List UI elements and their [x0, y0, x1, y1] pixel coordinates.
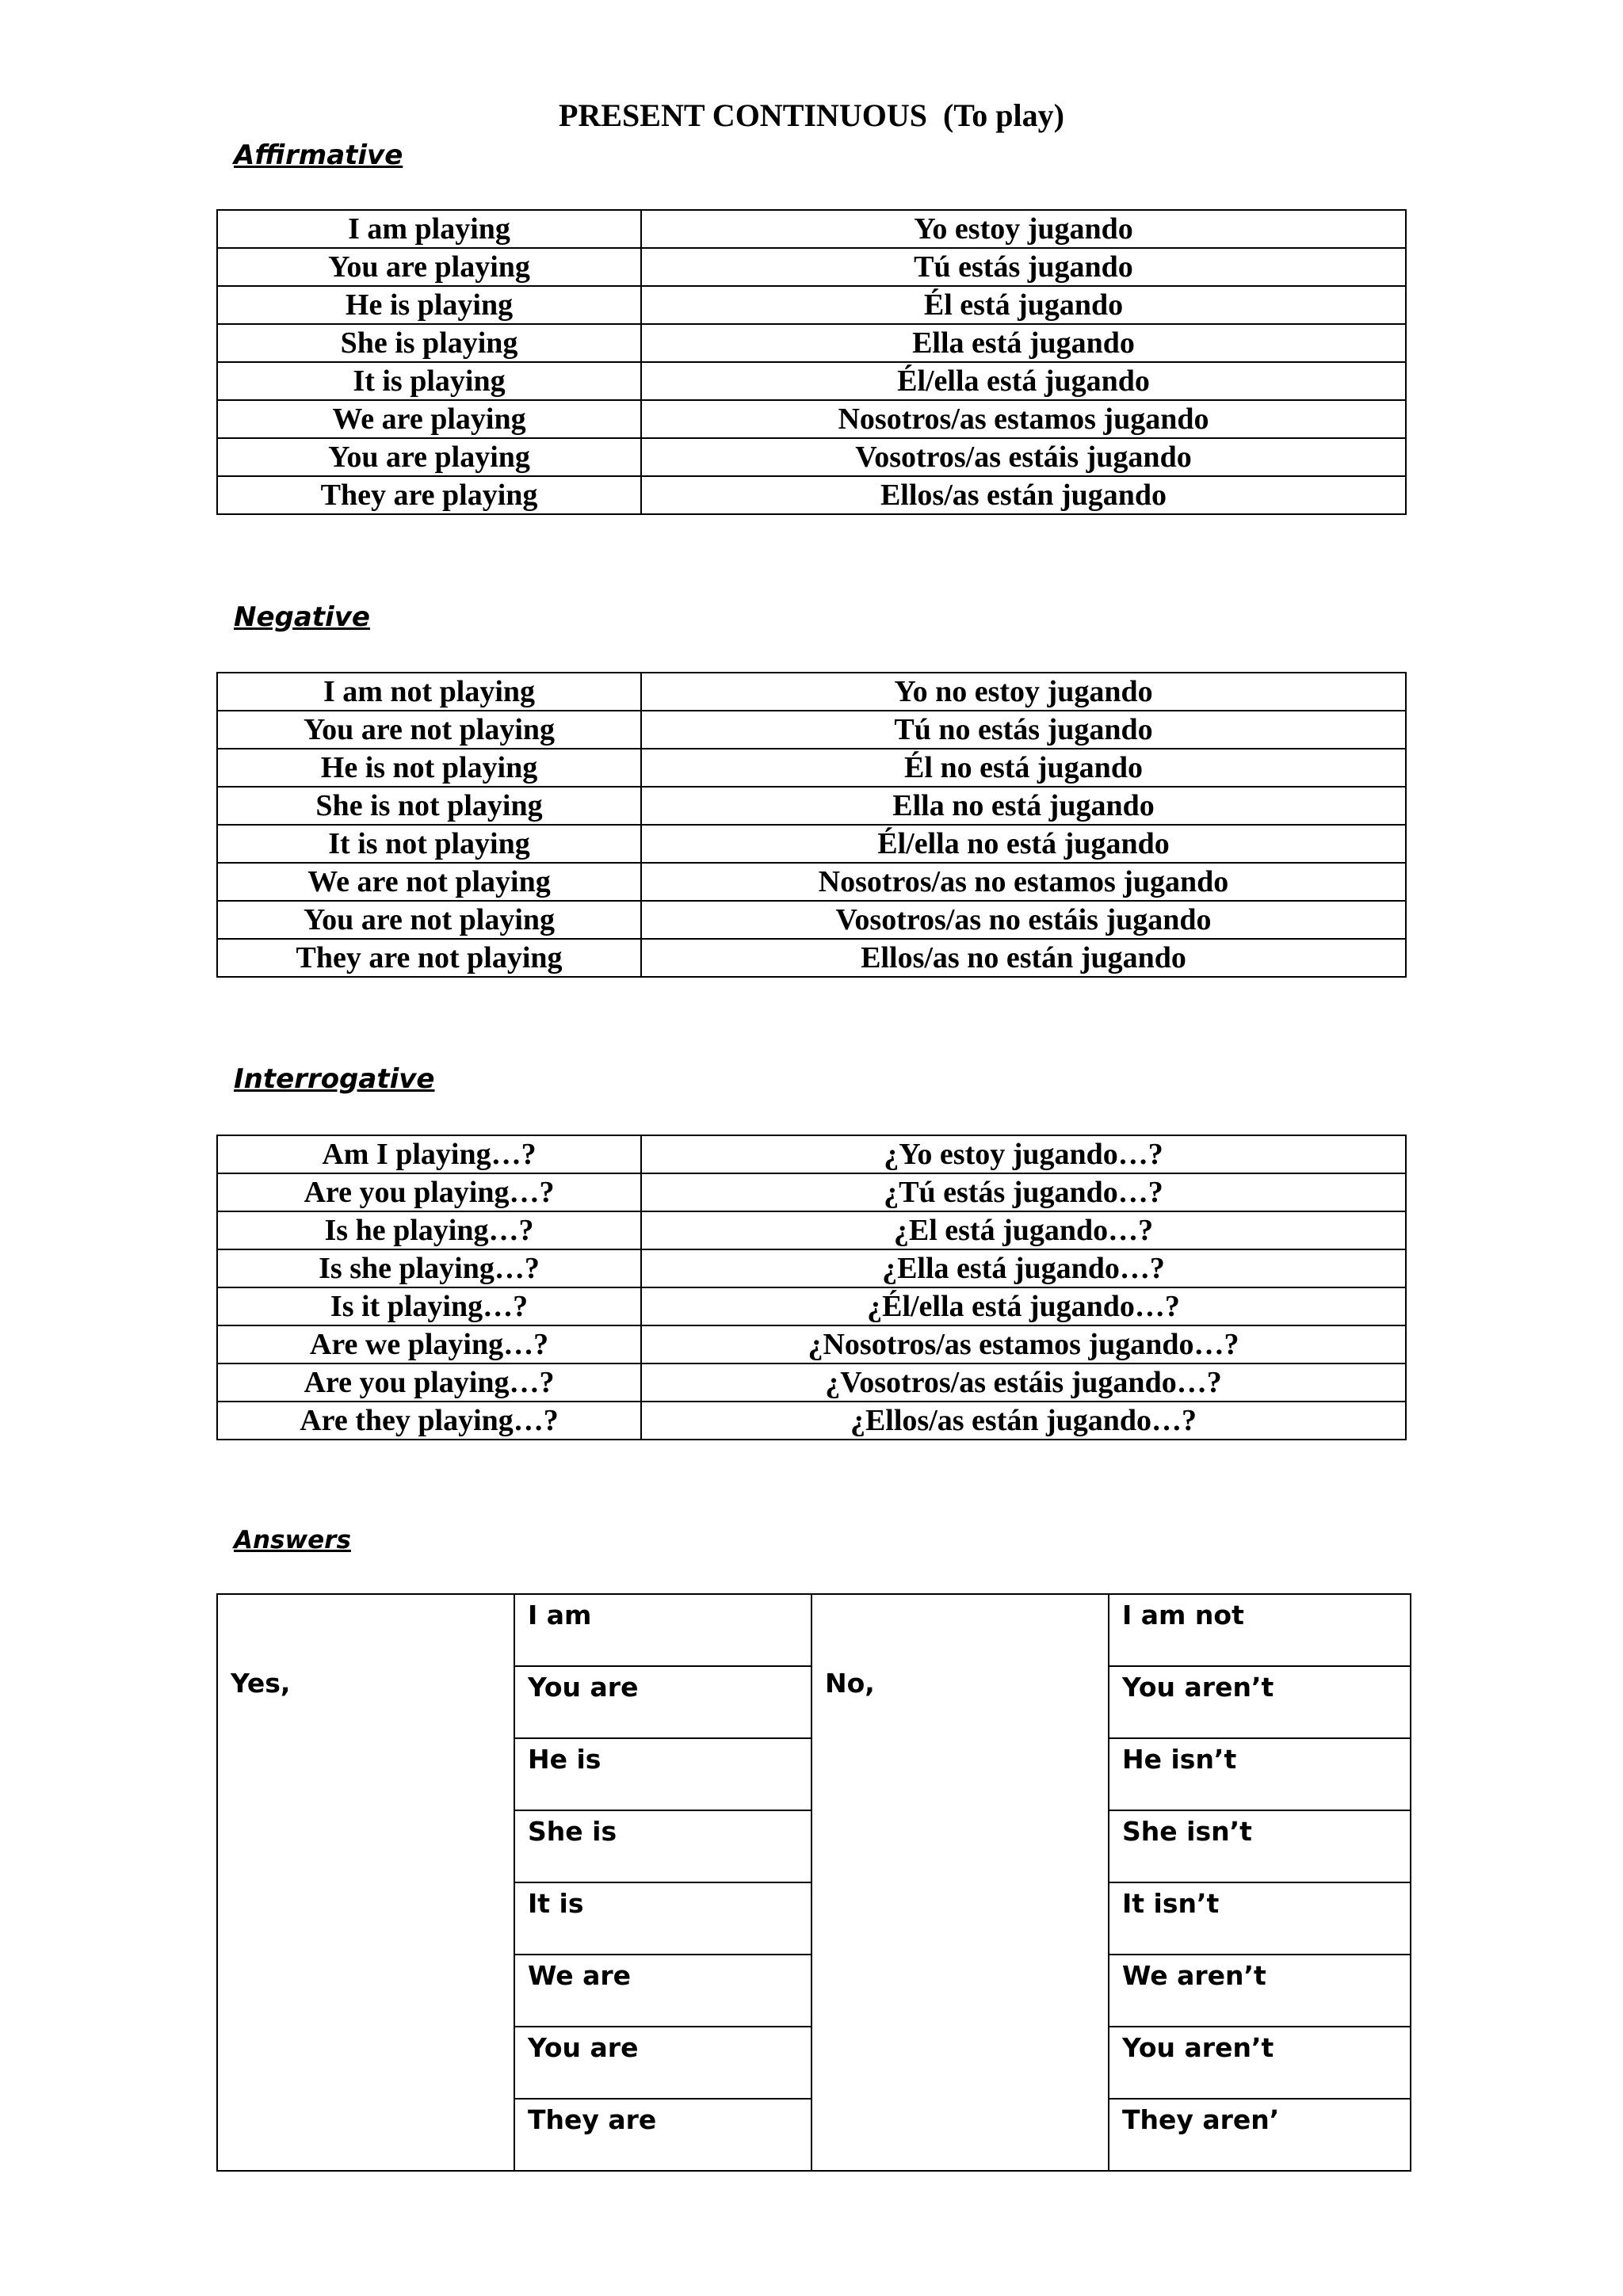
english-form-cell: Are we playing…?: [217, 1325, 641, 1363]
spanish-form-cell: Ellos/as están jugando: [641, 476, 1406, 514]
spanish-form-cell: Ella está jugando: [641, 324, 1406, 362]
table-row: [217, 711, 1406, 749]
table-row: [217, 248, 1406, 286]
table-row: [217, 749, 1406, 787]
english-form-cell: We are not playing: [217, 863, 641, 901]
english-form-cell: Are you playing…?: [217, 1363, 641, 1402]
spanish-form-cell: ¿Nosotros/as estamos jugando…?: [641, 1325, 1406, 1363]
english-form-cell: They are not playing: [217, 939, 641, 977]
english-form-cell: You are playing: [217, 438, 641, 476]
table-row: [217, 1249, 1406, 1287]
english-form-cell: It is not playing: [217, 825, 641, 863]
table-row: [217, 1594, 1411, 1666]
table-row: [217, 1363, 1406, 1402]
yes-form-cell: She is: [514, 1810, 812, 1882]
spanish-form-cell: ¿Ella está jugando…?: [641, 1249, 1406, 1287]
no-form-cell: He isn’t: [1109, 1738, 1411, 1810]
english-form-cell: Are you playing…?: [217, 1173, 641, 1211]
yes-form-cell: I am: [514, 1594, 812, 1666]
english-form-cell: They are playing: [217, 476, 641, 514]
table-row: [217, 1287, 1406, 1325]
yes-form-cell: It is: [514, 1882, 812, 1955]
english-form-cell: She is not playing: [217, 787, 641, 825]
table-row: [217, 939, 1406, 977]
spanish-form-cell: Nosotros/as estamos jugando: [641, 400, 1406, 438]
yes-form-cell: He is: [514, 1738, 812, 1810]
spanish-form-cell: Él está jugando: [641, 286, 1406, 324]
spanish-form-cell: Yo no estoy jugando: [641, 673, 1406, 711]
english-form-cell: I am playing: [217, 210, 641, 248]
english-form-cell: We are playing: [217, 400, 641, 438]
table-row: [217, 400, 1406, 438]
table-row: [217, 324, 1406, 362]
spanish-form-cell: ¿Tú estás jugando…?: [641, 1173, 1406, 1211]
spanish-form-cell: Él/ella está jugando: [641, 362, 1406, 400]
no-form-cell: It isn’t: [1109, 1882, 1411, 1955]
yes-form-cell: You are: [514, 2027, 812, 2099]
no-form-cell: She isn’t: [1109, 1810, 1411, 1882]
english-form-cell: She is playing: [217, 324, 641, 362]
spanish-form-cell: ¿Ellos/as están jugando…?: [641, 1402, 1406, 1440]
no-form-cell: I am not: [1109, 1594, 1411, 1666]
table-row: [217, 362, 1406, 400]
yes-form-cell: You are: [514, 1666, 812, 1738]
spanish-form-cell: Tú no estás jugando: [641, 711, 1406, 749]
negative-table: [216, 672, 1407, 978]
english-form-cell: Are they playing…?: [217, 1402, 641, 1440]
no-form-cell: You aren’t: [1109, 2027, 1411, 2099]
spanish-form-cell: ¿Vosotros/as estáis jugando…?: [641, 1363, 1406, 1402]
table-row: [217, 901, 1406, 939]
answers-table: [216, 1593, 1411, 2172]
english-form-cell: You are not playing: [217, 711, 641, 749]
table-row: [217, 787, 1406, 825]
yes-label: Yes,: [217, 1594, 514, 2171]
table-row: [217, 438, 1406, 476]
table-row: [217, 1135, 1406, 1173]
negative-heading: Negative: [234, 601, 370, 633]
affirmative-table: [216, 209, 1407, 515]
spanish-form-cell: Vosotros/as no estáis jugando: [641, 901, 1406, 939]
spanish-form-cell: Ellos/as no están jugando: [641, 939, 1406, 977]
spanish-form-cell: Él/ella no está jugando: [641, 825, 1406, 863]
page-title: PRESENT CONTINUOUS (To play): [559, 97, 1064, 133]
english-form-cell: I am not playing: [217, 673, 641, 711]
no-form-cell: We aren’t: [1109, 1955, 1411, 2027]
english-form-cell: You are playing: [217, 248, 641, 286]
english-form-cell: Is it playing…?: [217, 1287, 641, 1325]
spanish-form-cell: Nosotros/as no estamos jugando: [641, 863, 1406, 901]
english-form-cell: He is playing: [217, 286, 641, 324]
interrogative-table: [216, 1135, 1407, 1440]
no-label: No,: [812, 1594, 1109, 2171]
spanish-form-cell: ¿Yo estoy jugando…?: [641, 1135, 1406, 1173]
spanish-form-cell: Él no está jugando: [641, 749, 1406, 787]
table-row: [217, 825, 1406, 863]
table-row: [217, 863, 1406, 901]
table-row: [217, 286, 1406, 324]
spanish-form-cell: ¿El está jugando…?: [641, 1211, 1406, 1249]
table-row: [217, 1325, 1406, 1363]
spanish-form-cell: Tú estás jugando: [641, 248, 1406, 286]
english-form-cell: It is playing: [217, 362, 641, 400]
english-form-cell: He is not playing: [217, 749, 641, 787]
no-form-cell: They aren’: [1109, 2099, 1411, 2171]
spanish-form-cell: ¿Él/ella está jugando…?: [641, 1287, 1406, 1325]
english-form-cell: Is he playing…?: [217, 1211, 641, 1249]
table-row: [217, 1173, 1406, 1211]
interrogative-heading: Interrogative: [234, 1063, 435, 1095]
table-row: [217, 1211, 1406, 1249]
table-row: [217, 1402, 1406, 1440]
no-form-cell: You aren’t: [1109, 1666, 1411, 1738]
answers-heading: Answers: [234, 1526, 351, 1554]
english-form-cell: Am I playing…?: [217, 1135, 641, 1173]
spanish-form-cell: Vosotros/as estáis jugando: [641, 438, 1406, 476]
english-form-cell: You are not playing: [217, 901, 641, 939]
table-row: [217, 476, 1406, 514]
table-row: [217, 210, 1406, 248]
affirmative-heading: Affirmative: [234, 139, 403, 171]
spanish-form-cell: Ella no está jugando: [641, 787, 1406, 825]
yes-form-cell: We are: [514, 1955, 812, 2027]
table-row: [217, 673, 1406, 711]
yes-form-cell: They are: [514, 2099, 812, 2171]
spanish-form-cell: Yo estoy jugando: [641, 210, 1406, 248]
english-form-cell: Is she playing…?: [217, 1249, 641, 1287]
